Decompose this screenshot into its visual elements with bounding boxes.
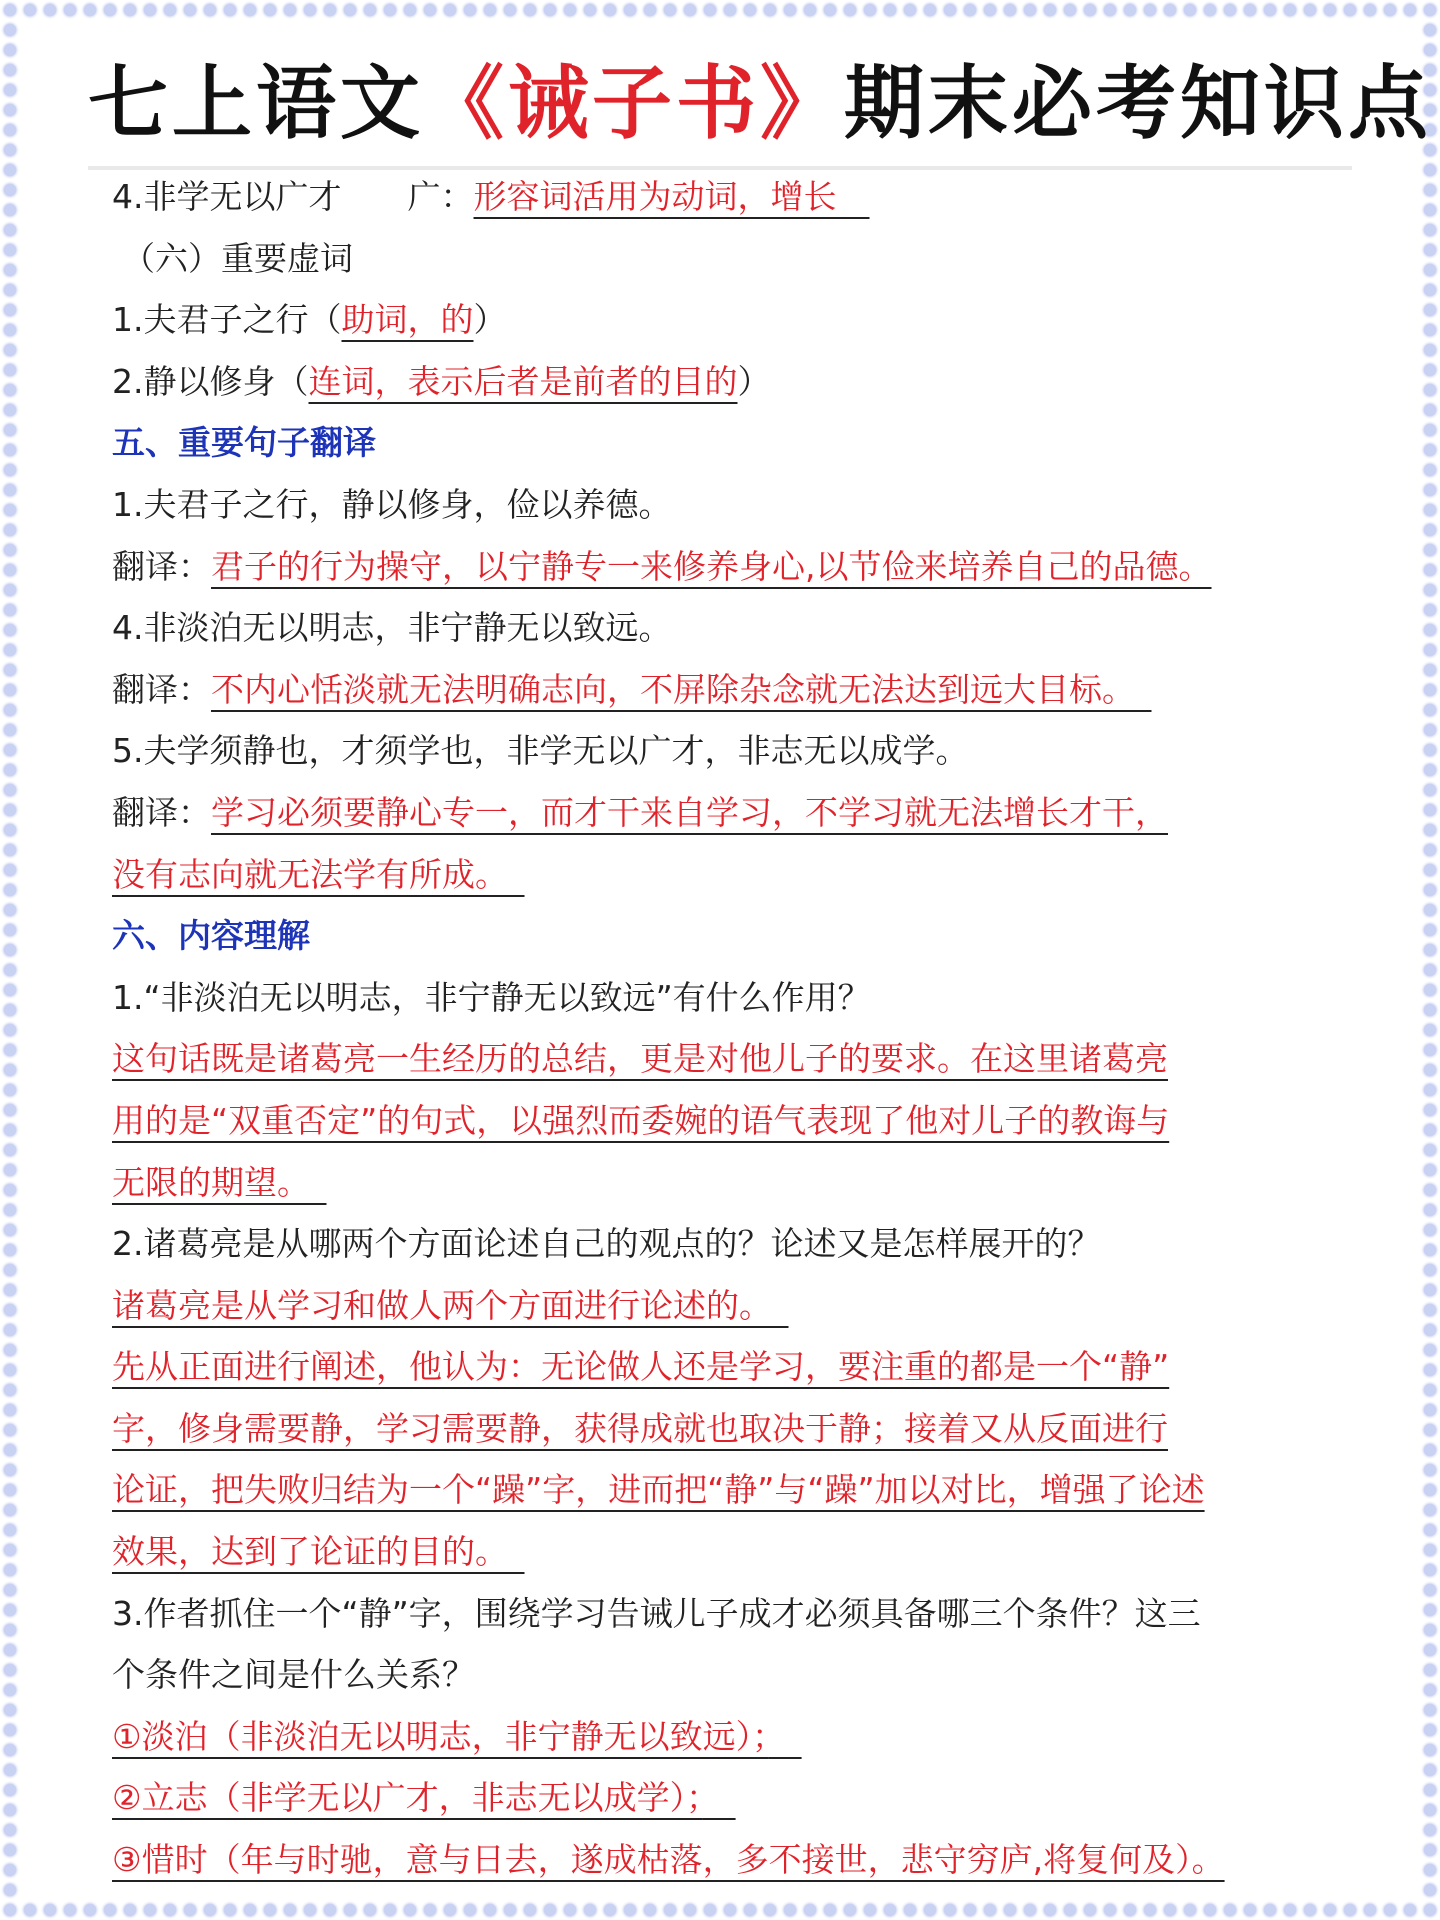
answer-text: ①淡泊（非淡泊无以明志，非宁静无以致远）；	[112, 1716, 769, 1756]
answer-text: 这句话既是诸葛亮一生经历的总结，更是对他儿子的要求。在这里诸葛亮	[112, 1039, 1168, 1079]
particle-item-2	[112, 351, 1344, 413]
notes-content	[112, 166, 1344, 1891]
sentence-4: 4.非淡泊无以明志，非宁静无以致远。	[112, 608, 672, 648]
particle-question: 2.静以修身（	[112, 361, 309, 401]
section-heading-translation: 五、重要句子翻译	[112, 423, 376, 463]
translation-text: 不内心恬淡就无法明确志向，不屏除杂念就无法达到远大目标。	[211, 669, 1119, 709]
answer-2-line-2	[112, 1336, 1344, 1398]
answer-text: 用的是“双重否定”的句式，以强烈而委婉的语气表现了他对儿子的教诲与	[112, 1100, 1170, 1140]
answer-text: ③惜时（年与时驰，意与日去，遂成枯落，多不接世，悲守穷庐,将复何及）。	[112, 1840, 1225, 1880]
vocab-answer: 形容词活用为动词，增长	[473, 177, 837, 216]
answer-1-line-1	[112, 1028, 1344, 1090]
question-1: 1.“非淡泊无以明志，非宁静无以致远”有什么作用？	[112, 977, 871, 1017]
answer-2-line-3	[112, 1398, 1344, 1460]
translation-5	[112, 782, 1344, 844]
translation-label: 翻译：	[112, 669, 211, 709]
closing-paren: ）	[737, 361, 771, 401]
section-heading-comprehension: 六、内容理解	[112, 916, 310, 956]
vocab-question: 4.非学无以广才 广：	[112, 177, 474, 216]
vocab-item-4	[112, 166, 1344, 228]
answer-text: 论证，把失败归结为一个“躁”字，进而把“静”与“躁”加以对比，增强了论述	[112, 1470, 1205, 1510]
translation-text: 没有志向就无法学有所成。	[112, 854, 492, 894]
question-3-line-1: 3.作者抓住一个“静”字，围绕学习告诫儿子成才必须具备哪三个条件？这三	[112, 1593, 1201, 1633]
translation-5-cont	[112, 844, 1344, 906]
question-2: 2.诸葛亮是从哪两个方面论述自己的观点的？论述又是怎样展开的？	[112, 1224, 1101, 1264]
section-subheading: （六）重要虚词	[122, 238, 353, 278]
translation-label: 翻译：	[112, 546, 211, 586]
translation-text: 学习必须要静心专一，而才干来自学习，不学习就无法增长才干，	[211, 792, 1168, 832]
answer-text: 先从正面进行阐述，他认为：无论做人还是学习，要注重的都是一个“静”	[112, 1347, 1170, 1387]
title-book-name: 《诫子书》	[424, 57, 844, 150]
translation-4	[112, 659, 1344, 721]
answer-1-line-2	[112, 1090, 1344, 1152]
answer-text: 无限的期望。	[112, 1162, 294, 1202]
answer-text: ②立志（非学无以广才，非志无以成学）；	[112, 1778, 703, 1818]
title-banner	[88, 48, 1432, 170]
answer-2-line-4	[112, 1459, 1344, 1521]
answer-text: 字，修身需要静，学习需要静，获得成就也取决于静；接着又从反面进行	[112, 1408, 1168, 1448]
answer-3-item-2	[112, 1767, 1344, 1829]
page-title	[88, 48, 1432, 160]
answer-1-line-3	[112, 1152, 1344, 1214]
answer-text: 效果，达到了论证的目的。	[112, 1532, 492, 1572]
answer-2-line-1	[112, 1275, 1344, 1337]
answer-3-item-1	[112, 1706, 1344, 1768]
translation-label: 翻译：	[112, 792, 211, 832]
particle-question: 1.夫君子之行（	[112, 300, 342, 340]
answer-2-line-5	[112, 1521, 1344, 1583]
sentence-1: 1.夫君子之行，静以修身，俭以养德。	[112, 484, 672, 524]
title-suffix: 期末必考知识点	[844, 57, 1432, 150]
particle-item-1	[112, 289, 1344, 351]
answer-text: 诸葛亮是从学习和做人两个方面进行论述的。	[112, 1285, 756, 1325]
particle-answer: 助词，的	[341, 300, 474, 340]
answer-3-item-3	[112, 1829, 1344, 1891]
sentence-5: 5.夫学须静也，才须学也，非学无以广才，非志无以成学。	[112, 731, 969, 771]
title-prefix: 七上语文	[88, 57, 424, 150]
question-3-line-2: 个条件之间是什么关系？	[112, 1655, 475, 1695]
translation-1	[112, 536, 1344, 598]
closing-paren: ）	[473, 300, 507, 340]
particle-answer: 连词，表示后者是前者的目的	[308, 361, 738, 401]
translation-text: 君子的行为操守，以宁静专一来修养身心,以节俭来培养自己的品德。	[211, 546, 1212, 586]
